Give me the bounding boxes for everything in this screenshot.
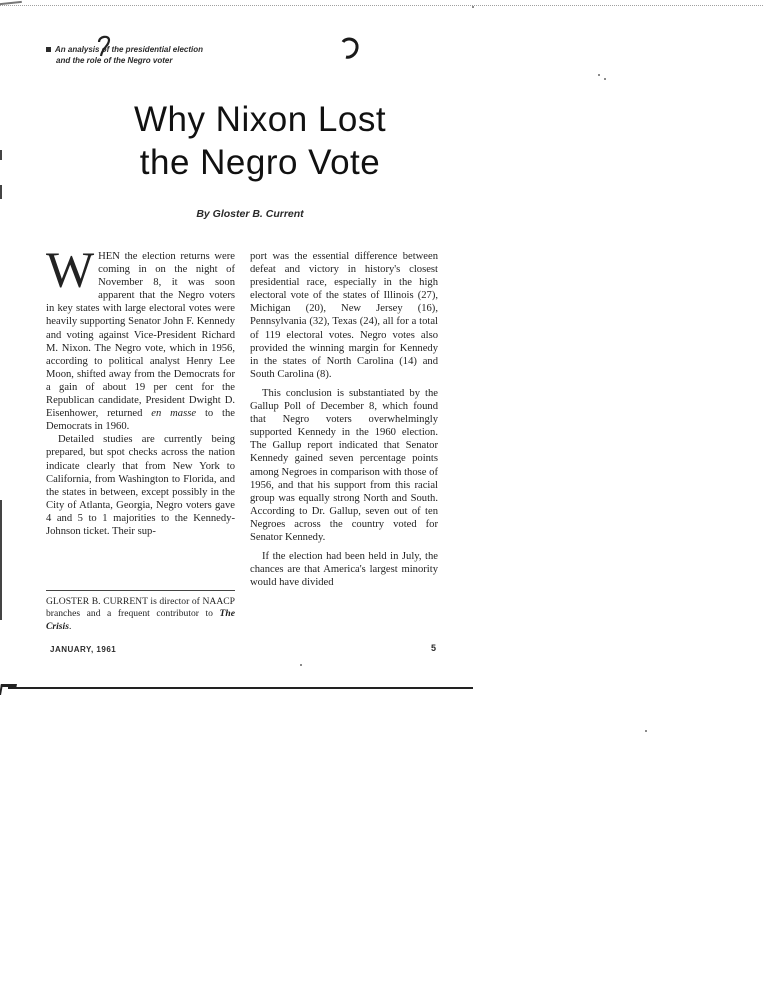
title-line-1: Why Nixon Lost	[133, 100, 387, 139]
scan-speck	[472, 6, 474, 8]
scan-corner-mark	[0, 1, 22, 8]
paragraph: This conclusion is substantiated by the Gallup Poll of December 8, which found that Negro voters overwhelmingly supported Kennedy in the 1960 election. The Gallup report indicated that Senator Kennedy gained seven percentage points among Negroes in comparison with those of 1956, and that his support from this racial group was equally strong North and South. According to Dr. Gallup, seven out of ten Negroes across the country voted for Senator Kennedy.	[250, 387, 438, 543]
paragraph: port was the essential difference between defeat and victory in history's closest presidential race, especially in the high electoral vote of the states of Illinois (27), Michigan (20), New Jersey (16), Pennsylvania (32), Texas (24), all for a total of 119 electoral votes. Negro votes also provided the winning margin for Kennedy in the states of North Carolina (14) and South Carolina (8).	[250, 251, 438, 380]
margin-mark	[0, 185, 2, 199]
paragraph	[46, 243, 235, 433]
bullet-icon	[46, 47, 51, 52]
margin-mark	[0, 150, 2, 160]
column-1	[46, 243, 235, 538]
title-line-2: the Negro Vote	[139, 143, 381, 182]
paragraph: If the election had been held in July, the chances are that America's largest minority would have divided	[250, 551, 438, 589]
paragraph-text: HEN the election returns were coming in on the night of November 8, it was soon apparent that the Negro voters in key states with large electoral votes were heavily supporting Senator John F. Kennedy and voting against Vice-President Richard M. Nixon. The Negro vote, which in 1956, according to political analyst Henry Lee Moon, shifted away from the Democrats for a gain of about 19 per cent for the Republican candidate, President Dwight D. Eisenhower, returned	[46, 251, 235, 420]
scan-speck	[604, 78, 606, 80]
bio-text: GLOSTER B. CURRENT is director of NAACP branches and a frequent contributor to	[46, 596, 235, 620]
page-top-border	[0, 5, 763, 6]
article-kicker	[46, 44, 203, 66]
paragraph: Detailed studies are currently being prepared, but spot checks across the nation indicate clearly that from New York to California, from Washington to Florida, and the states in between, except possibly in the City of Atlanta, Georgia, Negro voters gave 4 and 5 to 1 majorities to the Kennedy-Johnson ticket. Their sup-	[46, 434, 235, 537]
scan-speck	[645, 730, 647, 732]
column-2	[250, 250, 438, 589]
article-title	[100, 98, 420, 184]
paragraph-text: to the Democrats in 1960.	[46, 408, 235, 433]
kicker-line-2: and the role of the Negro voter	[56, 56, 173, 65]
kicker-line-1: An analysis of the presidential election	[55, 45, 204, 54]
ink-stroke-icon	[96, 34, 112, 58]
bio-end: .	[68, 620, 72, 632]
scan-speck	[598, 74, 600, 76]
drop-cap: W	[46, 243, 95, 299]
italic-phrase: en masse	[151, 408, 197, 420]
margin-mark	[0, 500, 2, 620]
scan-edge-mark	[0, 684, 17, 695]
byline: By Gloster B. Current	[196, 208, 304, 220]
bio-divider	[46, 590, 235, 591]
author-bio	[46, 596, 235, 633]
curl-mark-icon	[338, 36, 362, 62]
page-number: 5	[431, 643, 437, 653]
scan-speck	[300, 664, 302, 666]
publication-name: The Crisis	[46, 608, 235, 632]
bottom-rule	[8, 687, 473, 689]
issue-date: JANUARY, 1961	[50, 645, 117, 654]
